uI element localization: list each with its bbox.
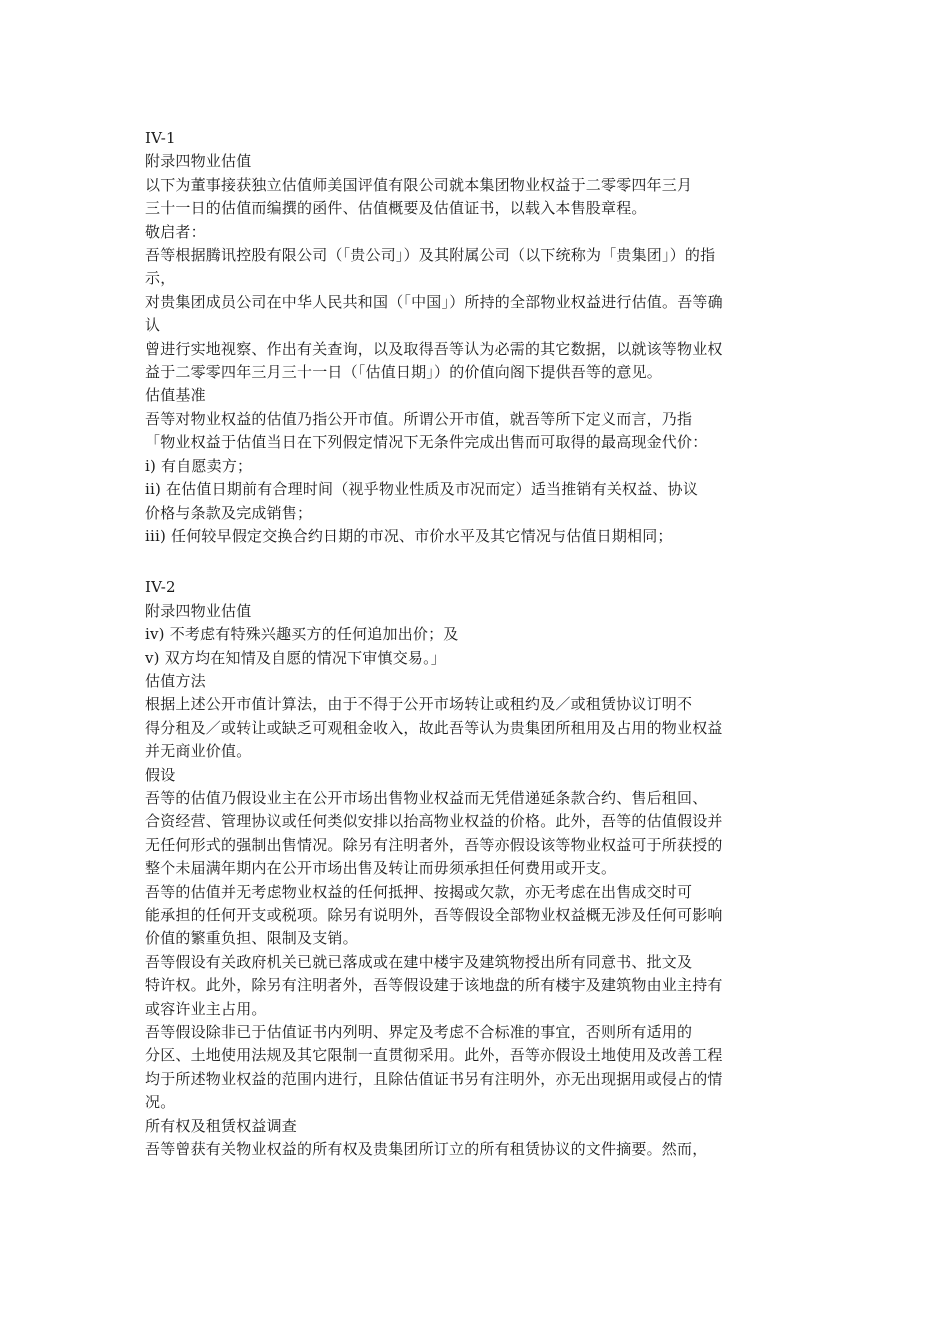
text-line: 根据上述公开市值计算法，由于不得于公开市场转让或租约及／或租赁协议订明不 — [145, 695, 693, 714]
text-line: 认 — [145, 316, 161, 335]
section-iv-2 — [145, 576, 810, 1161]
section-heading: 所有权及租赁权益调查 — [145, 1116, 298, 1135]
text-line: 或容许业主占用。 — [145, 999, 267, 1018]
text-line: 吾等对物业权益的估值乃指公开市值。所谓公开市值，就吾等所下定义而言，乃指 — [145, 409, 693, 428]
text-line: 三十一日的估值而编撰的函件、估值概要及估值证书，以载入本售股章程。 — [145, 199, 647, 218]
text-line: 合资经营、管理协议或任何类似安排以抬高物业权益的价格。此外，吾等的估值假设并 — [145, 812, 723, 831]
salutation: 敬启者： — [145, 222, 206, 241]
text-line: 整个未届满年期内在公开市场出售及转让而毋须承担任何费用或开支。 — [145, 859, 617, 878]
text-line: 吾等的估值并无考虑物业权益的任何抵押、按揭或欠款，亦无考虑在出售成交时可 — [145, 882, 693, 901]
appendix-title: 附录四物业估值 — [145, 152, 252, 171]
text-line: 况。 — [145, 1093, 176, 1112]
text-line: 吾等根据腾讯控股有限公司（「贵公司」）及其附属公司（以下统称为「贵集团」）的指 — [145, 246, 716, 265]
text-line: 吾等假设有关政府机关已就已落成或在建中楼宇及建筑物授出所有同意书、批文及 — [145, 952, 693, 971]
text-line: 吾等曾获有关物业权益的所有权及贵集团所订立的所有租赁协议的文件摘要。然而， — [145, 1140, 708, 1159]
section-heading: 假设 — [145, 765, 176, 784]
text-line: 分区、土地使用法规及其它限制一直贯彻采用。此外，吾等亦假设土地使用及改善工程 — [145, 1046, 723, 1065]
list-item: iv) 不考虑有特殊兴趣买方的任何追加出价；及 — [145, 625, 459, 644]
text-line: 「物业权益于估值当日在下列假定情况下无条件完成出售而可取得的最高现金代价： — [145, 433, 708, 452]
text-line: 均于所述物业权益的范围内进行，且除估值证书另有注明外，亦无出现据用或侵占的情 — [145, 1069, 723, 1088]
document-page — [145, 127, 810, 1161]
text-line: 吾等假设除非已于估值证书内列明、界定及考虑不合标准的事宜，否则所有适用的 — [145, 1023, 693, 1042]
text-line: 益于二零零四年三月三十一日（「估值日期」）的价值向阁下提供吾等的意见。 — [145, 363, 663, 382]
text-line: 吾等的估值乃假设业主在公开市场出售物业权益而无凭借递延条款合约、售后租回、 — [145, 788, 708, 807]
list-item: v) 双方均在知情及自愿的情况下审慎交易。」 — [145, 648, 446, 667]
appendix-title: 附录四物业估值 — [145, 601, 252, 620]
text-line: 曾进行实地视察、作出有关查询，以及取得吾等认为必需的其它数据，以就该等物业权 — [145, 339, 723, 358]
list-item: i) 有自愿卖方； — [145, 456, 253, 475]
text-line: 特许权。此外，除另有注明者外，吾等假设建于该地盘的所有楼宇及建筑物由业主持有 — [145, 976, 723, 995]
text-line: 能承担的任何开支或税项。除另有说明外，吾等假设全部物业权益概无涉及任何可影响 — [145, 906, 723, 924]
text-line: 价格与条款及完成销售； — [145, 503, 313, 522]
section-heading: 估值方法 — [145, 671, 206, 690]
text-line: 无任何形式的强制出售情况。除另有注明者外，吾等亦假设该等物业权益可于所获授的 — [145, 835, 723, 854]
page-number: IV-2 — [145, 578, 176, 597]
section-iv-1 — [145, 127, 810, 548]
text-line: 对贵集团成员公司在中华人民共和国（「中国」）所持的全部物业权益进行估值。吾等确 — [145, 292, 723, 311]
text-line: 示， — [145, 269, 176, 288]
text-line: 价值的繁重负担、限制及支销。 — [145, 929, 358, 948]
text-line: 并无商业价值。 — [145, 742, 252, 761]
section-spacer — [145, 548, 810, 576]
text-line: 以下为董事接获独立估值师美国评值有限公司就本集团物业权益于二零零四年三月 — [145, 175, 693, 194]
list-item: iii) 任何较早假定交换合约日期的市况、市价水平及其它情况与估值日期相同； — [145, 526, 673, 545]
section-heading: 估值基准 — [145, 386, 206, 405]
text-line: 得分租及／或转让或缺乏可观租金收入，故此吾等认为贵集团所租用及占用的物业权益 — [145, 718, 723, 737]
list-item: ii) 在估值日期前有合理时间（视乎物业性质及市况而定）适当推销有关权益、协议 — [145, 480, 699, 499]
page-number: IV-1 — [145, 129, 176, 147]
